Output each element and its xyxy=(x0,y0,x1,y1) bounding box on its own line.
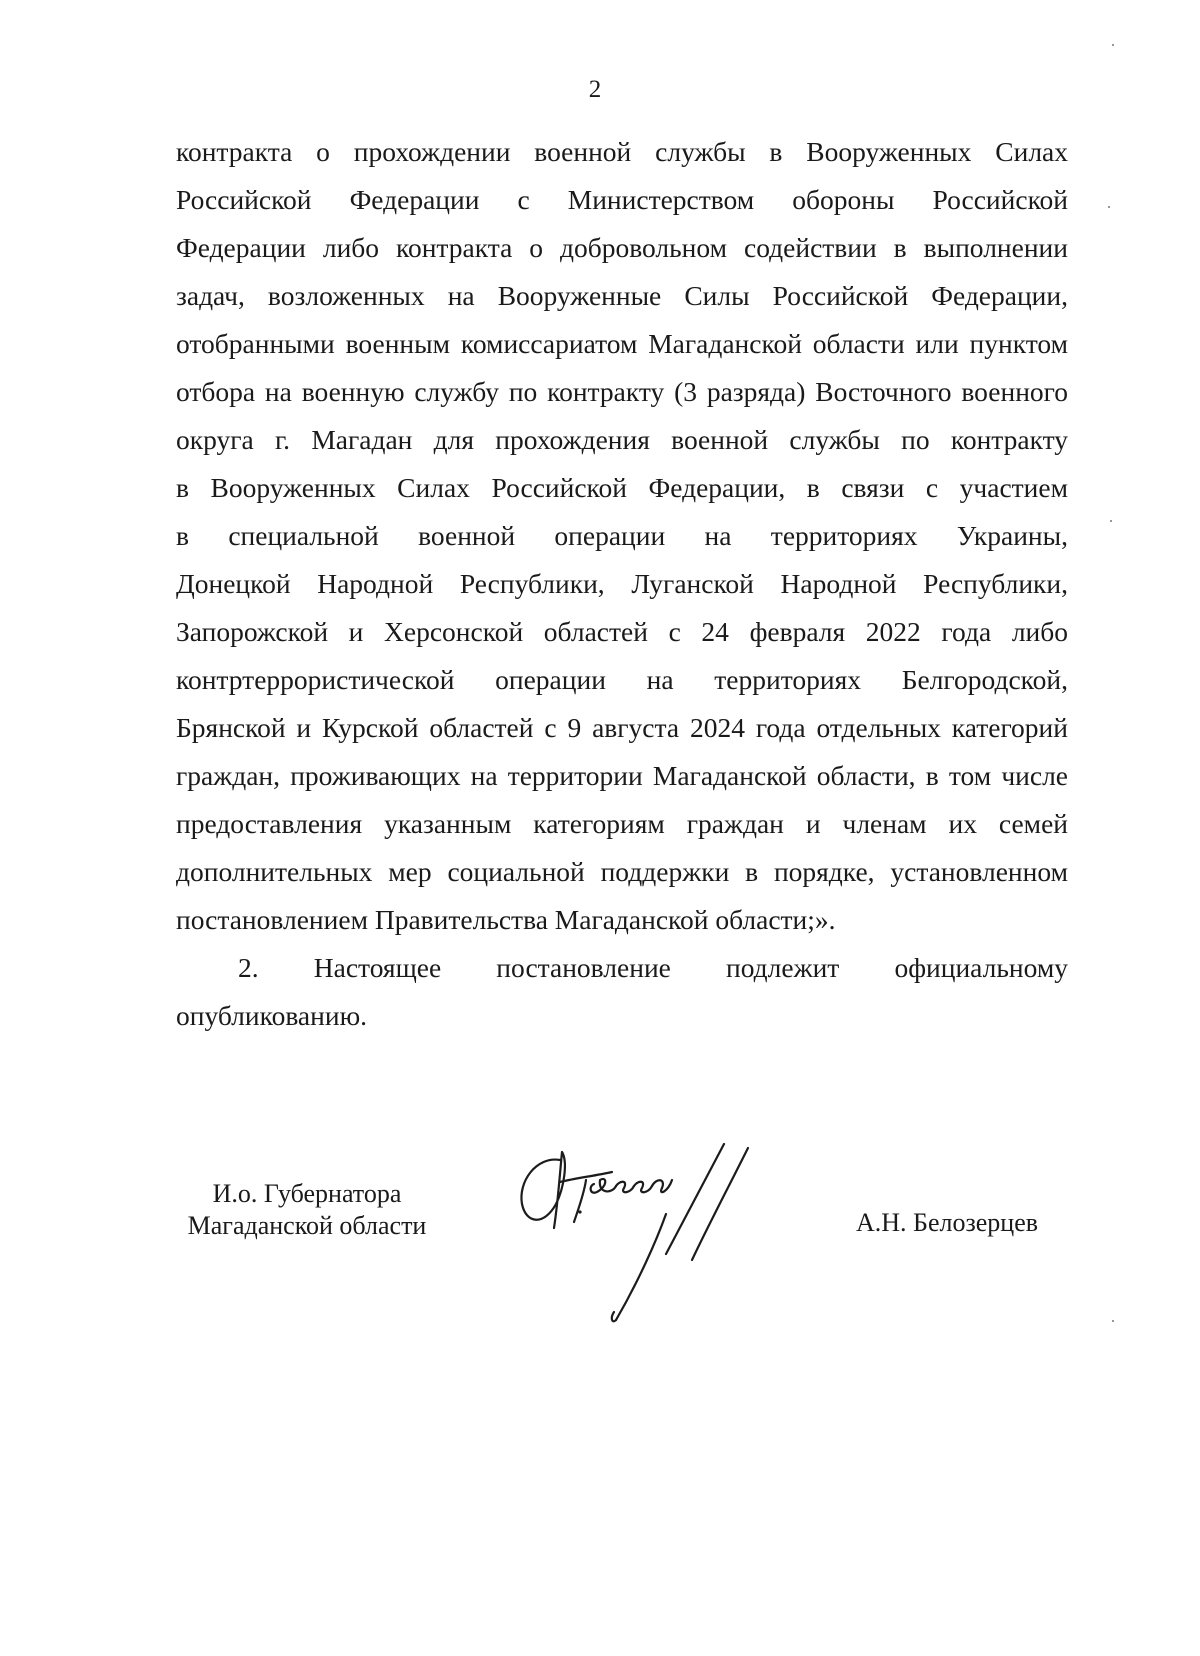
scan-speck xyxy=(1110,520,1112,522)
body-line-paragraph-2: 2. Настоящее постановление подлежит официальному xyxy=(238,952,1068,983)
body-line: отбора на военную службу по контракту (3 разряда) Восточного военного xyxy=(176,376,1068,407)
body-line: Российской Федерации с Министерством обороны Российской xyxy=(176,184,1068,215)
body-line: Брянской и Курской областей с 9 августа 2024 года отдельных категорий xyxy=(176,712,1068,743)
scan-speck xyxy=(1112,1320,1114,1322)
body-line: граждан, проживающих на территории Магаданской области, в том числе xyxy=(176,760,1068,791)
body-line: предоставления указанным категориям граждан и членам их семей xyxy=(176,808,1068,839)
body-line: дополнительных мер социальной поддержки в порядке, установленном xyxy=(176,856,1068,887)
scan-speck xyxy=(1112,44,1114,46)
body-line: округа г. Магадан для прохождения военной службы по контракту xyxy=(176,424,1068,455)
body-line: Донецкой Народной Республики, Луганской Народной Республики, xyxy=(176,568,1068,599)
signer-title-line-1: И.о. Губернатора xyxy=(212,1179,402,1208)
body-line: Федерации либо контракта о добровольном содействии в выполнении xyxy=(176,232,1068,263)
scan-speck xyxy=(1108,206,1110,208)
signer-name: А.Н. Белозерцев xyxy=(856,1208,1039,1237)
page-number: 2 xyxy=(588,76,602,103)
body-line: контртеррористической операции на территориях Белгородской, xyxy=(176,664,1068,695)
document-body xyxy=(176,128,1068,1040)
body-line: отобранными военным комиссариатом Магаданской области или пунктом xyxy=(176,328,1068,359)
body-line: Запорожской и Херсонской областей с 24 февраля 2022 года либо xyxy=(176,616,1068,647)
body-line: опубликованию. xyxy=(176,1000,367,1031)
body-line: в специальной военной операции на территориях Украины, xyxy=(176,520,1068,551)
body-line: задач, возложенных на Вооруженные Силы Российской Федерации, xyxy=(176,280,1068,311)
body-line: постановлением Правительства Магаданской области;». xyxy=(176,904,836,935)
handwritten-signature xyxy=(516,1142,776,1332)
body-line: в Вооруженных Силах Российской Федерации, в связи с участием xyxy=(176,472,1068,503)
signer-title-line-2: Магаданской области xyxy=(187,1211,427,1240)
body-line: контракта о прохождении военной службы в Вооруженных Силах xyxy=(176,136,1068,167)
signer-title xyxy=(176,1178,438,1242)
